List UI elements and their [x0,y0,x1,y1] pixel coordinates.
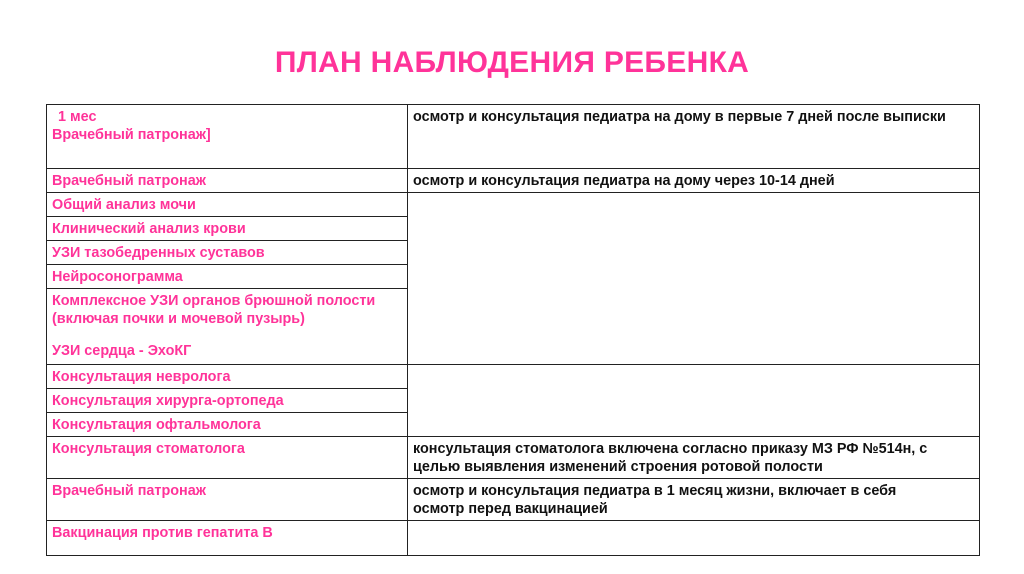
procedure-label: Нейросонограмма [47,265,408,289]
ultrasound-label-cell [47,289,408,365]
table-row [47,437,980,479]
procedure-label: (включая почки и мочевой пузырь) [52,311,305,327]
procedure-label: Вакцинация против гепатита В [47,521,408,556]
table-row [47,105,980,169]
procedure-label: Консультация офтальмолога [47,413,408,437]
description-line: осмотр перед вакцинацией [413,501,608,517]
table-row [47,365,980,389]
procedure-label: Общий анализ мочи [47,193,408,217]
procedure-label: Консультация невролога [47,365,408,389]
observation-plan-table [46,104,980,556]
row-1-label-cell [47,105,408,169]
procedure-label: Клинический анализ крови [47,217,408,241]
empty-description-cell [408,521,980,556]
table-row [47,521,980,556]
procedure-label: Врачебный патронаж [47,479,408,521]
procedure-label: УЗИ тазобедренных суставов [47,241,408,265]
page-title: ПЛАН НАБЛЮДЕНИЯ РЕБЕНКА [274,46,750,79]
row-2-description-cell: осмотр и консультация педиатра на дому через 10-14 дней [408,169,980,193]
age-label: 1 мес [58,109,97,125]
table-row [47,479,980,521]
row-11-description-cell [408,437,980,479]
table-row [47,193,980,217]
row-12-description-cell [408,479,980,521]
procedure-label: Врачебный патронаж [47,169,408,193]
empty-description-cell [408,365,980,437]
empty-description-cell [408,193,980,365]
description-line: консультация стоматолога включена согласно приказу МЗ РФ №514н, с [413,441,928,457]
procedure-label: УЗИ сердца - ЭхоКГ [52,343,192,359]
description-line: целью выявления изменений строения ротовой полости [413,459,823,475]
procedure-label: Консультация стоматолога [47,437,408,479]
row-1-description-cell: осмотр и консультация педиатра на дому в первые 7 дней после выписки [408,105,980,169]
description-line: осмотр и консультация педиатра в 1 месяц жизни, включает в себя [413,483,897,499]
table-row [47,169,980,193]
procedure-label: Консультация хирурга-ортопеда [47,389,408,413]
procedure-label: Врачебный патронаж] [52,127,211,143]
procedure-label: Комплексное УЗИ органов брюшной полости [52,293,376,309]
